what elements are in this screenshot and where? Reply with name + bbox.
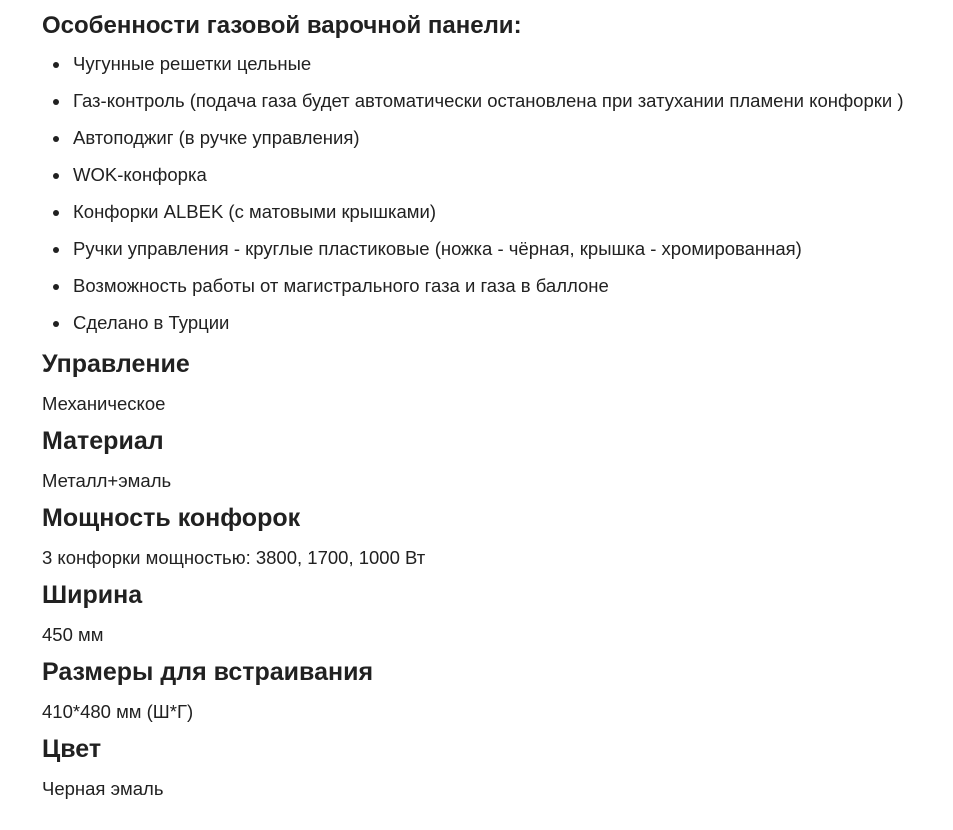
spec-burner-power	[42, 503, 953, 580]
spec-value-cutout-size: 410*480 мм (Ш*Г)	[42, 701, 194, 722]
feature-item: Газ-контроль (подача газа будет автоматически остановлена при затухании пламени конфорки )	[73, 90, 953, 112]
spec-title-control: Управление	[42, 350, 190, 378]
spec-title-material: Материал	[42, 427, 164, 455]
spec-value-burner-power: 3 конфорки мощностью: 3800, 1700, 1000 Вт	[42, 547, 426, 568]
feature-item: Возможность работы от магистрального газа и газа в баллоне	[73, 275, 953, 297]
spec-title-width: Ширина	[42, 581, 143, 609]
spec-value-width: 450 мм	[42, 624, 104, 645]
feature-item: Сделано в Турции	[73, 312, 953, 334]
feature-item: Ручки управления - круглые пластиковые (ножка - чёрная, крышка - хромированная)	[73, 238, 953, 260]
spec-title-burner-power: Мощность конфорок	[42, 504, 301, 532]
spec-title-cutout-size: Размеры для встраивания	[42, 658, 374, 686]
spec-value-color: Черная эмаль	[42, 778, 164, 799]
feature-item: WOK-конфорка	[73, 164, 953, 186]
features-title: Особенности газовой варочной панели:	[42, 12, 522, 39]
feature-item: Автоподжиг (в ручке управления)	[73, 127, 953, 149]
spec-value-material: Металл+эмаль	[42, 470, 172, 491]
spec-cutout-size	[42, 657, 953, 734]
feature-item: Чугунные решетки цельные	[73, 53, 953, 75]
spec-control	[42, 349, 953, 426]
spec-width	[42, 580, 953, 657]
feature-item: Конфорки ALBEK (с матовыми крышками)	[73, 201, 953, 223]
spec-title-color: Цвет	[42, 735, 102, 763]
spec-material	[42, 426, 953, 503]
features-list	[42, 53, 953, 334]
spec-color	[42, 734, 953, 811]
spec-value-control: Механическое	[42, 393, 166, 414]
